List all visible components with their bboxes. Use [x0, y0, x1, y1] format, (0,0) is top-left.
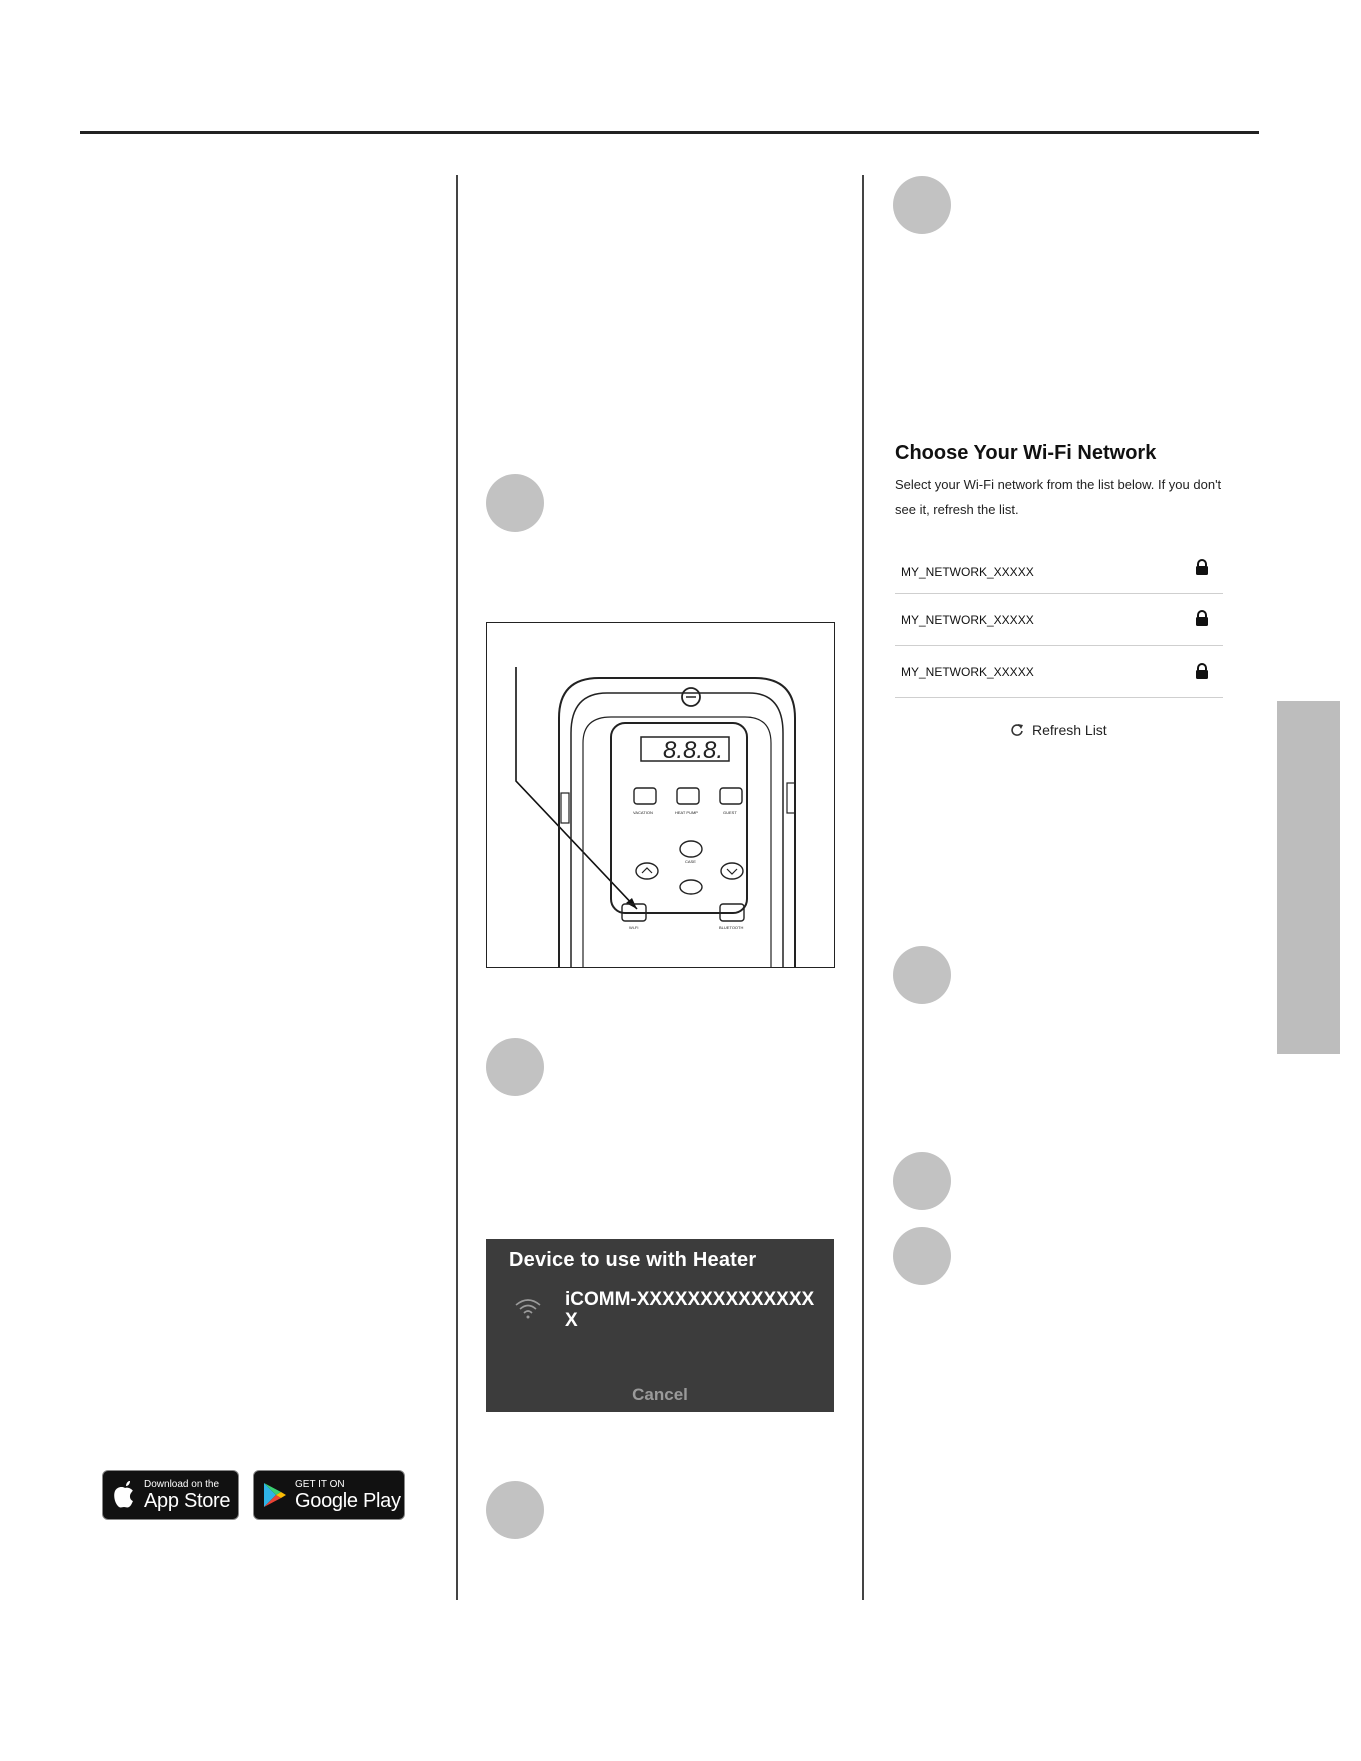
wifi-button-label: Wi-Fi: [629, 925, 639, 930]
google-play-badge[interactable]: [253, 1470, 405, 1520]
header-rule: [80, 131, 1259, 134]
column-divider-2: [862, 175, 864, 1600]
step-circle: [893, 946, 951, 1004]
step-circle: [893, 1152, 951, 1210]
cancel-button[interactable]: Cancel: [632, 1385, 688, 1404]
section-side-tab: [1277, 701, 1340, 1054]
vacation-label: VACATION: [633, 810, 653, 815]
lock-icon: [1195, 559, 1209, 575]
device-list-item[interactable]: iCOMM-XXXXXXXXXXXXXXX: [565, 1289, 815, 1331]
app-store-line2: App Store: [144, 1489, 231, 1512]
column-divider-1: [456, 175, 458, 1600]
network-list-item[interactable]: [895, 645, 1223, 698]
google-play-line2: Google Play: [295, 1489, 401, 1512]
refresh-list-button[interactable]: [1010, 722, 1107, 738]
dialog-title: Device to use with Heater: [509, 1249, 757, 1271]
heat-pump-label: HEAT PUMP: [675, 810, 698, 815]
refresh-list-label: Refresh List: [1032, 722, 1107, 738]
refresh-icon: [1010, 723, 1024, 737]
network-list-item[interactable]: [895, 541, 1223, 594]
step-circle: [486, 1038, 544, 1096]
panel-digits: 8.8.8.: [663, 737, 724, 764]
case-label: CASE: [685, 859, 696, 864]
network-name: MY_NETWORK_XXXXX: [901, 565, 1034, 579]
guest-label: GUEST: [723, 810, 737, 815]
app-store-line1: Download on the: [144, 1478, 220, 1490]
step-circle: [486, 474, 544, 532]
apple-icon: [112, 1479, 138, 1511]
wifi-icon: [514, 1297, 542, 1319]
step-circle: [893, 176, 951, 234]
wifi-chooser-title: Choose Your Wi-Fi Network: [895, 442, 1157, 464]
step-circle: [893, 1227, 951, 1285]
control-panel-illustration: [486, 622, 835, 968]
device-select-dialog: [486, 1239, 834, 1412]
bluetooth-button-label: BLUETOOTH: [719, 925, 744, 930]
network-list-item[interactable]: [895, 593, 1223, 646]
app-store-badge[interactable]: [102, 1470, 239, 1520]
wifi-chooser-description: Select your Wi-Fi network from the list below. If you don't see it, refresh the list.: [895, 477, 1222, 517]
lock-icon: [1195, 610, 1209, 626]
network-name: MY_NETWORK_XXXXX: [901, 613, 1034, 627]
network-name: MY_NETWORK_XXXXX: [901, 665, 1034, 679]
control-panel-drawing: [487, 623, 834, 967]
step-circle: [486, 1481, 544, 1539]
play-triangle-icon: [262, 1481, 288, 1509]
lock-icon: [1195, 663, 1209, 679]
google-play-line1: GET IT ON: [295, 1478, 345, 1490]
